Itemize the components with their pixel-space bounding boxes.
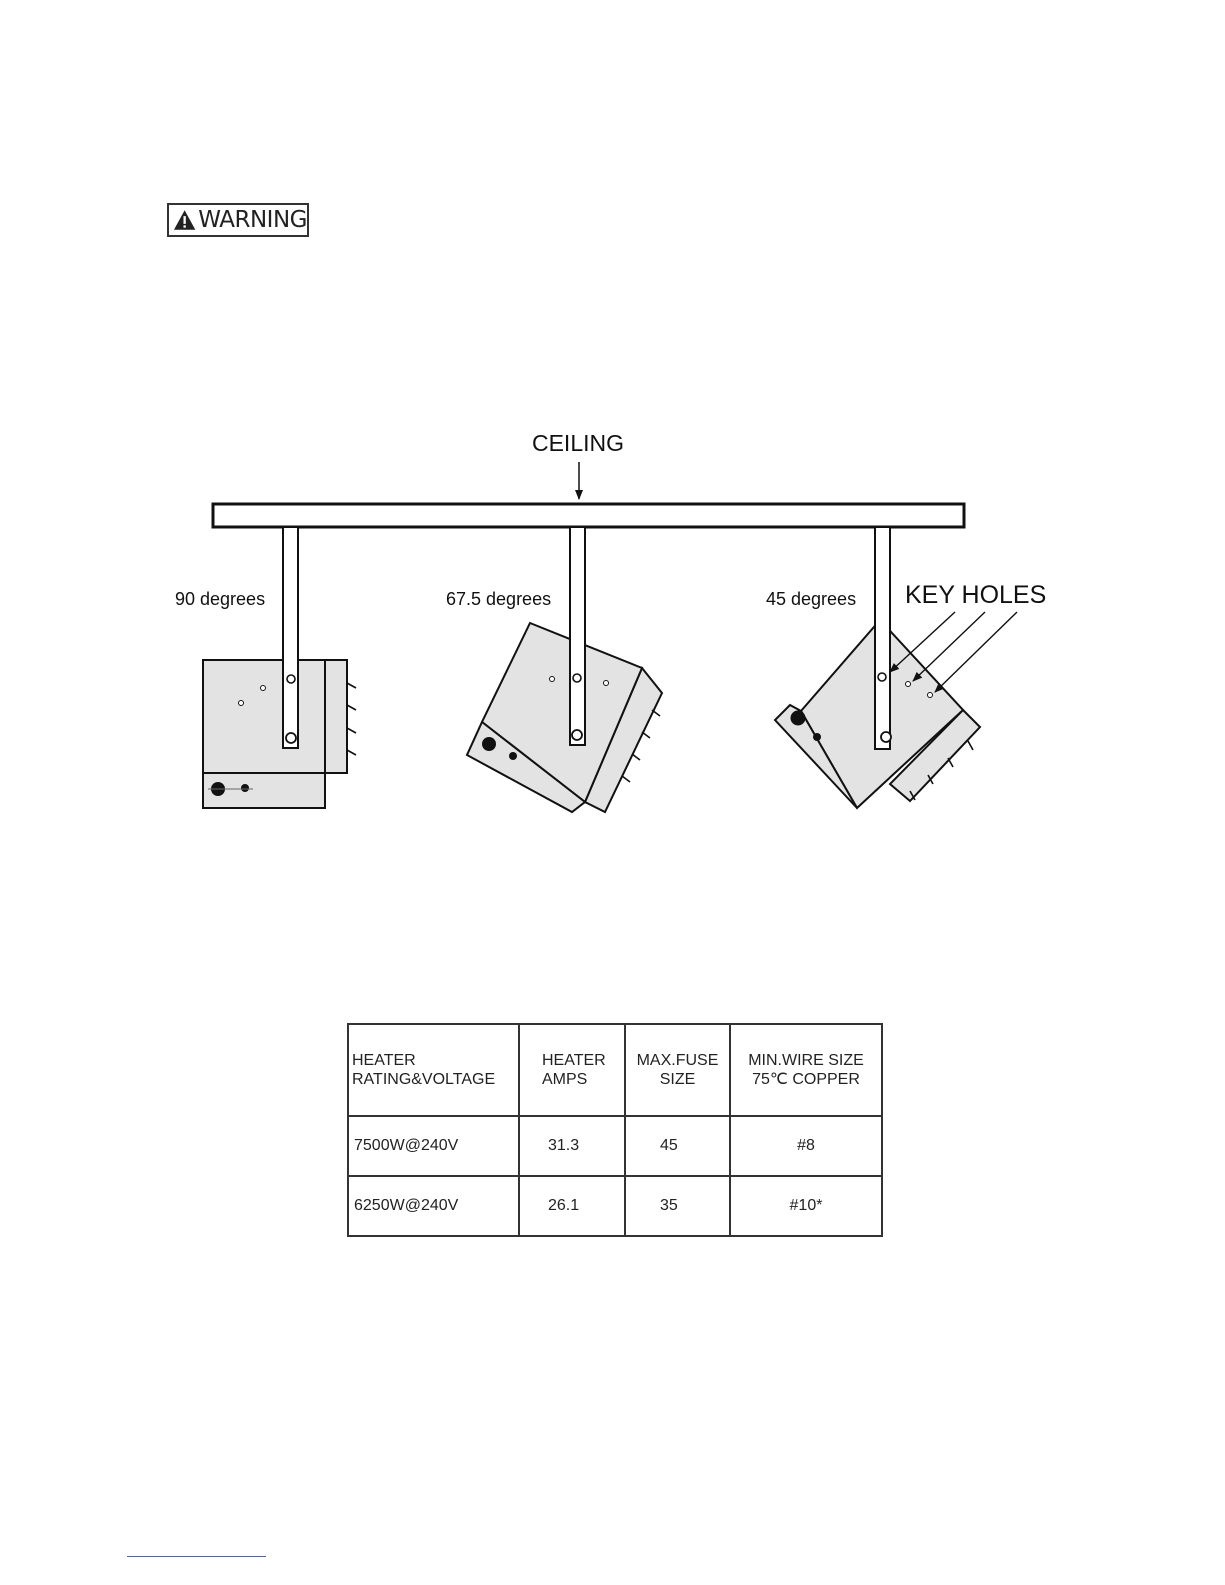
cell-rating: 6250W@240V bbox=[348, 1176, 519, 1236]
angle-label-67-5: 67.5 degrees bbox=[446, 589, 552, 609]
bracket-90 bbox=[283, 527, 298, 748]
cell-wire: #10* bbox=[730, 1176, 882, 1236]
keyhole-icon bbox=[572, 730, 582, 740]
header-rating bbox=[348, 1024, 519, 1116]
bracket-45 bbox=[875, 527, 890, 749]
header-wire-line2: 75℃ COPPER bbox=[752, 1071, 860, 1088]
header-wire-line1: MIN.WIRE SIZE bbox=[748, 1052, 864, 1069]
keyhole-icon bbox=[881, 732, 891, 742]
header-fuse bbox=[625, 1024, 730, 1116]
header-amps bbox=[519, 1024, 625, 1116]
footer-underline bbox=[127, 1556, 266, 1557]
header-rating-line2: RATING&VOLTAGE bbox=[352, 1071, 496, 1088]
header-fuse-line2: SIZE bbox=[659, 1071, 696, 1088]
cell-wire: #8 bbox=[730, 1116, 882, 1176]
cell-rating: 7500W@240V bbox=[348, 1116, 519, 1176]
warning-text: WARNING bbox=[198, 207, 307, 233]
heater-90-degrees bbox=[203, 660, 356, 808]
keyholes-label: KEY HOLES bbox=[905, 581, 1047, 609]
heater-spec-table bbox=[347, 1023, 883, 1237]
keyhole-icon bbox=[573, 674, 581, 682]
table-row bbox=[348, 1176, 882, 1236]
bracket-67-5 bbox=[570, 527, 585, 745]
angle-label-45: 45 degrees bbox=[766, 589, 857, 609]
cell-amps: 31.3 bbox=[519, 1116, 625, 1176]
cell-amps: 26.1 bbox=[519, 1176, 625, 1236]
ceiling-beam bbox=[213, 504, 964, 527]
header-rating-line1: HEATER bbox=[352, 1052, 416, 1069]
table-header-row bbox=[348, 1024, 882, 1116]
table-row bbox=[348, 1116, 882, 1176]
header-amps-line1: HEATER bbox=[542, 1052, 606, 1069]
header-fuse-line1: MAX.FUSE bbox=[636, 1052, 719, 1069]
cell-fuse: 35 bbox=[625, 1176, 730, 1236]
ceiling-label: CEILING bbox=[531, 430, 625, 456]
keyhole-icon bbox=[878, 673, 886, 681]
keyhole-icon bbox=[287, 675, 295, 683]
angle-label-90: 90 degrees bbox=[175, 589, 266, 609]
cell-fuse: 45 bbox=[625, 1116, 730, 1176]
keyhole-icon bbox=[286, 733, 296, 743]
keyhole-pointer bbox=[935, 612, 1017, 692]
header-amps-line2: AMPS bbox=[542, 1071, 588, 1088]
keyhole-pointer bbox=[913, 612, 985, 681]
header-wire bbox=[730, 1024, 882, 1116]
heater-67-5-degrees bbox=[467, 623, 662, 812]
